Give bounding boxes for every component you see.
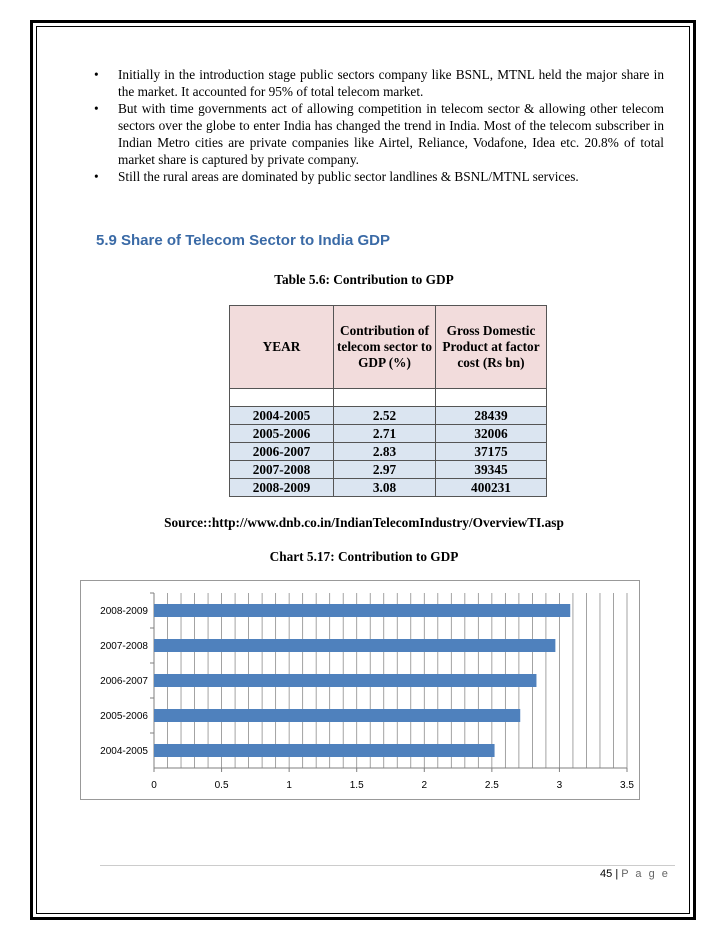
x-tick-label: 0.5 bbox=[214, 780, 229, 791]
table-row bbox=[230, 479, 547, 497]
bullet-text: But with time governments act of allowing competition in telecom sector & allowing other telecom sectors over the globe to enter India has changed the trend in India. Most of the telecom subscriber in Indian Metro cities are private companies like Airtel, Reliance, Vodafone, Idea etc. 20.8% of total market share is captured by private company. bbox=[118, 101, 664, 167]
y-tick-label: 2006-2007 bbox=[100, 676, 148, 687]
bullet-text: Initially in the introduction stage public sectors company like BSNL, MTNL held the major share in the market. It accounted for 95% of total telecom market. bbox=[118, 67, 664, 99]
source-citation: Source::http://www.dnb.co.in/IndianTelecomIndustry/OverviewTI.asp bbox=[164, 515, 564, 530]
table-cell: 2007-2008 bbox=[230, 461, 334, 479]
table-cell: 32006 bbox=[436, 425, 547, 443]
table-cell: 28439 bbox=[436, 407, 547, 425]
section-heading: 5.9 Share of Telecom Sector to India GDP bbox=[96, 232, 390, 249]
table-spacer-row bbox=[230, 389, 547, 407]
bullet-list bbox=[92, 66, 664, 185]
bullet-icon: • bbox=[94, 169, 99, 184]
table-cell: 2.97 bbox=[334, 461, 436, 479]
bullet-text: Still the rural areas are dominated by public sector landlines & BSNL/MTNL services. bbox=[118, 169, 579, 184]
y-tick-label: 2007-2008 bbox=[100, 641, 148, 652]
x-tick-label: 2.5 bbox=[484, 780, 499, 791]
table-caption: Table 5.6: Contribution to GDP bbox=[274, 272, 454, 287]
table-cell: 2006-2007 bbox=[230, 443, 334, 461]
x-tick-label: 3.5 bbox=[620, 780, 634, 791]
bar bbox=[154, 709, 520, 722]
x-tick-label: 3 bbox=[556, 780, 563, 791]
y-tick-label: 2004-2005 bbox=[100, 746, 148, 757]
table-row bbox=[230, 443, 547, 461]
table-header-cell: YEAR bbox=[230, 306, 334, 389]
table-cell: 400231 bbox=[436, 479, 547, 497]
list-item bbox=[92, 100, 664, 168]
chart-caption: Chart 5.17: Contribution to GDP bbox=[269, 549, 459, 564]
gdp-table bbox=[229, 305, 547, 497]
x-tick-label: 2 bbox=[421, 780, 428, 791]
bar-chart bbox=[81, 581, 639, 799]
x-tick-label: 0 bbox=[151, 780, 157, 791]
table-header-row bbox=[230, 306, 547, 389]
list-item bbox=[92, 66, 664, 100]
bullet-icon: • bbox=[94, 67, 99, 82]
y-tick-label: 2005-2006 bbox=[100, 711, 148, 722]
table-header-cell: Gross Domestic Product at factor cost (Rs bn) bbox=[436, 306, 547, 389]
page-separator: | bbox=[615, 868, 619, 880]
table-cell: 2.71 bbox=[334, 425, 436, 443]
y-tick-label: 2008-2009 bbox=[100, 606, 148, 617]
table-cell: 2008-2009 bbox=[230, 479, 334, 497]
table-cell: 2.83 bbox=[334, 443, 436, 461]
bar bbox=[154, 604, 570, 617]
x-tick-label: 1 bbox=[286, 780, 292, 791]
table-row bbox=[230, 461, 547, 479]
table-row bbox=[230, 425, 547, 443]
bar bbox=[154, 639, 555, 652]
bullet-icon: • bbox=[94, 101, 99, 116]
page-number: 45 bbox=[600, 868, 613, 880]
table-cell: 37175 bbox=[436, 443, 547, 461]
x-tick-label: 1.5 bbox=[349, 780, 364, 791]
chart-frame bbox=[80, 580, 640, 800]
table-cell: 2.52 bbox=[334, 407, 436, 425]
bar bbox=[154, 744, 495, 757]
table-cell: 39345 bbox=[436, 461, 547, 479]
table-cell: 3.08 bbox=[334, 479, 436, 497]
bar bbox=[154, 674, 536, 687]
page-label: P a g e bbox=[621, 868, 670, 880]
page-footer bbox=[600, 868, 670, 880]
footer-divider bbox=[100, 865, 675, 866]
table-cell: 2004-2005 bbox=[230, 407, 334, 425]
table-cell: 2005-2006 bbox=[230, 425, 334, 443]
table-row bbox=[230, 407, 547, 425]
table-header-cell: Contribution of telecom sector to GDP (%) bbox=[334, 306, 436, 389]
list-item bbox=[92, 168, 664, 185]
